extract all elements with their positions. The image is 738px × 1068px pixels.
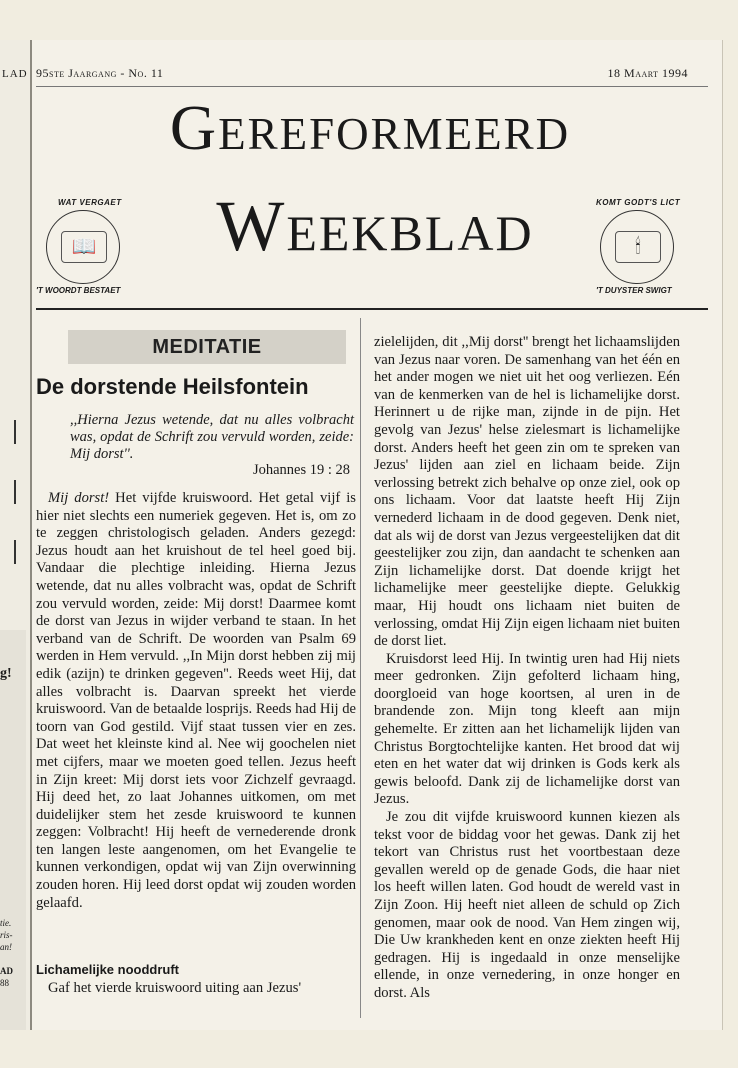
left-emblem [46,210,120,284]
clip-fragment: tie. [0,918,12,928]
margin-mark [14,420,16,444]
margin-mark [14,540,16,564]
right-emblem [600,210,674,284]
clip-fragment: AD [0,966,13,976]
paragraph: Kruisdorst leed Hij. In twintig uren had Hij niets meer gedronken. Zijn gefolterd lichaam hing, doorgloeid van hoge koortsen, al uren in de brandende zon. Mijn tong kleeft aan mijn gehemelte. Er zitten aan het lichamelijk lijden van Christus Borgtochtelijke kanten. Het brood dat wij eten en het water dat wij drinken is Gods kerk als gewis beloofd. Dank zij de lichamelijke dorst van Jezus. [374,650,680,808]
issue-number: 95ste Jaargang - No. 11 [36,66,164,80]
clip-fragment: an! [0,942,12,952]
paragraph: zielelijden, dit ,,Mij dorst'' brengt het lichaamslijden van Jezus naar voren. De samenhang van het één en het ander mogen we niet uit het oog verliezen. Eén van de kenmerken van de hel is lichamelijke dorst. Herinnert u de rijke man, zijnde in de pijn. Het gevolg van Jezus' helse zielesmart is lichamelijke dorst. Anders heeft het geen zin om te spreken van Jezus' lijden aan ziel en lichaam beide. Zijn verlossing betrekt zich behalve op onze ziel, ook op ons lichaam. Voor dat laatste heeft Hij Zijn vernederd lichaam in de dood gegeven. Denk niet, dat als wij de dorst van Jezus vergeestelijken dat dit geestelijker zou zijn, dan aandacht te schenken aan Zijn lichamelijke dorst. Dat doende krijgt het lichamelijke meer geestelijke diepte. Gelukkig maar, Hij houdt ons lichaam niet buiten de verlossing, omdat Hij Zijn eigen lichaam niet buiten de dorst liet. [374,334,680,650]
masthead-line-1: Gereformeerd [169,92,571,163]
previous-page-title-fragment: LAD [2,68,28,80]
book-icon: 📖 [61,231,107,263]
right-column [374,334,680,1003]
clip-fragment: g! [0,666,12,681]
column-divider [360,318,361,1018]
right-emblem-motto: 'T DUYSTER SWIGT [596,286,672,295]
right-emblem-arc-text: KOMT GODT'S LICT [596,198,681,207]
header-rule [36,86,708,87]
margin-mark [14,480,16,504]
section-heading: MEDITATIE [68,330,346,364]
paragraph: Je zou dit vijfde kruiswoord kunnen kiezen als tekst voor de biddag voor het gewas. Dank zij het tekort van Christus rust het voortbestaan deze gevallen wereld op de genade Gods, die haar niet los heeft willen laten. God houdt de wereld vast in Zijn Zoon. Hij heeft niet alleen de schuld op Zich genomen, maar ook de nood. Van Hem zingen wij, Die Uw krankheden kent en onze ziekten heeft Hij gedragen. Hij is ingedaald in onze menselijke ellende, in onze vernedering, in onze honger en dorst. Als [374,809,680,1001]
left-emblem-arc-text: WAT VERGAET [58,198,122,207]
paragraph-body: Het vijfde kruiswoord. Het getal vijf is hier niet slechts een numeriek gegeven. Het is, om zo te zeggen christologisch geladen. Anders gezegd: Jezus houdt aan het kruishout de tel heel goed bij. Vandaar die plechtige inleiding. Hierna Jezus wetende, dat nu alles volbracht was, opdat de Schrift zou vervuld worden, zeide: Mij dorst! Daarmee komt de dorst van Jezus in wijder verband te staan. In het verband van de Schrift. De woorden van Psalm 69 werden in Hem vervuld. ,,In Mijn dorst hebben zij mij edik (azijn) te drinken gegeven''. Reeds weet Hij, dat alles volbracht is. Daarvan spreekt het vierde kruiswoord. Van de betaalde losprijs. Reeds had Hij de toorn van God gestild. Vijf staat tussen vier en zes. Dat weet het kleinste kind al. Nee wij goochelen niet met cijfers, maar we moeten goed tellen. Jezus heeft in Zijn kreet: Mij dorst iets voor Zichzelf gevraagd. Hij deed het, zo laat Johannes uitkomen, om met duidelijker stem het zesde kruiswoord te kunnen zeggen: Volbracht! Hij heeft de vernederende dronk ten langen leste aangenomen, om het Evangelie te kunnen verkondigen, opdat wij van Zijn overwinning zouden horen. Hij leed dorst opdat wij zouden worden gelaafd. [36,490,356,911]
issue-date: 18 Maart 1994 [607,66,688,80]
paragraph [36,490,356,912]
subheading: Lichamelijke nooddruft [36,962,180,977]
epigraph-reference: Johannes 19 : 28 [252,462,350,478]
clip-fragment: ris- [0,930,13,940]
masthead-line-2: Weekblad [216,186,534,266]
previous-page-clipping [0,630,26,1030]
epigraph: ,,Hierna Jezus wetende, dat nu alles volbracht was, opdat de Schrift zou vervuld worden, zeide: Mij dorst''. [70,412,354,462]
left-column [36,490,356,912]
clip-fragment: 88 [0,978,9,988]
article-title: De dorstende Heilsfontein [36,374,309,399]
paragraph-lead: Mij dorst! [48,490,110,506]
paragraph: Gaf het vierde kruiswoord uiting aan Jezus' [48,980,302,996]
previous-page-edge [0,40,32,1030]
candlestick-icon: 🕯 [615,231,661,263]
masthead-rule [36,308,708,310]
left-emblem-motto: 'T WOORDT BESTAET [36,286,121,295]
